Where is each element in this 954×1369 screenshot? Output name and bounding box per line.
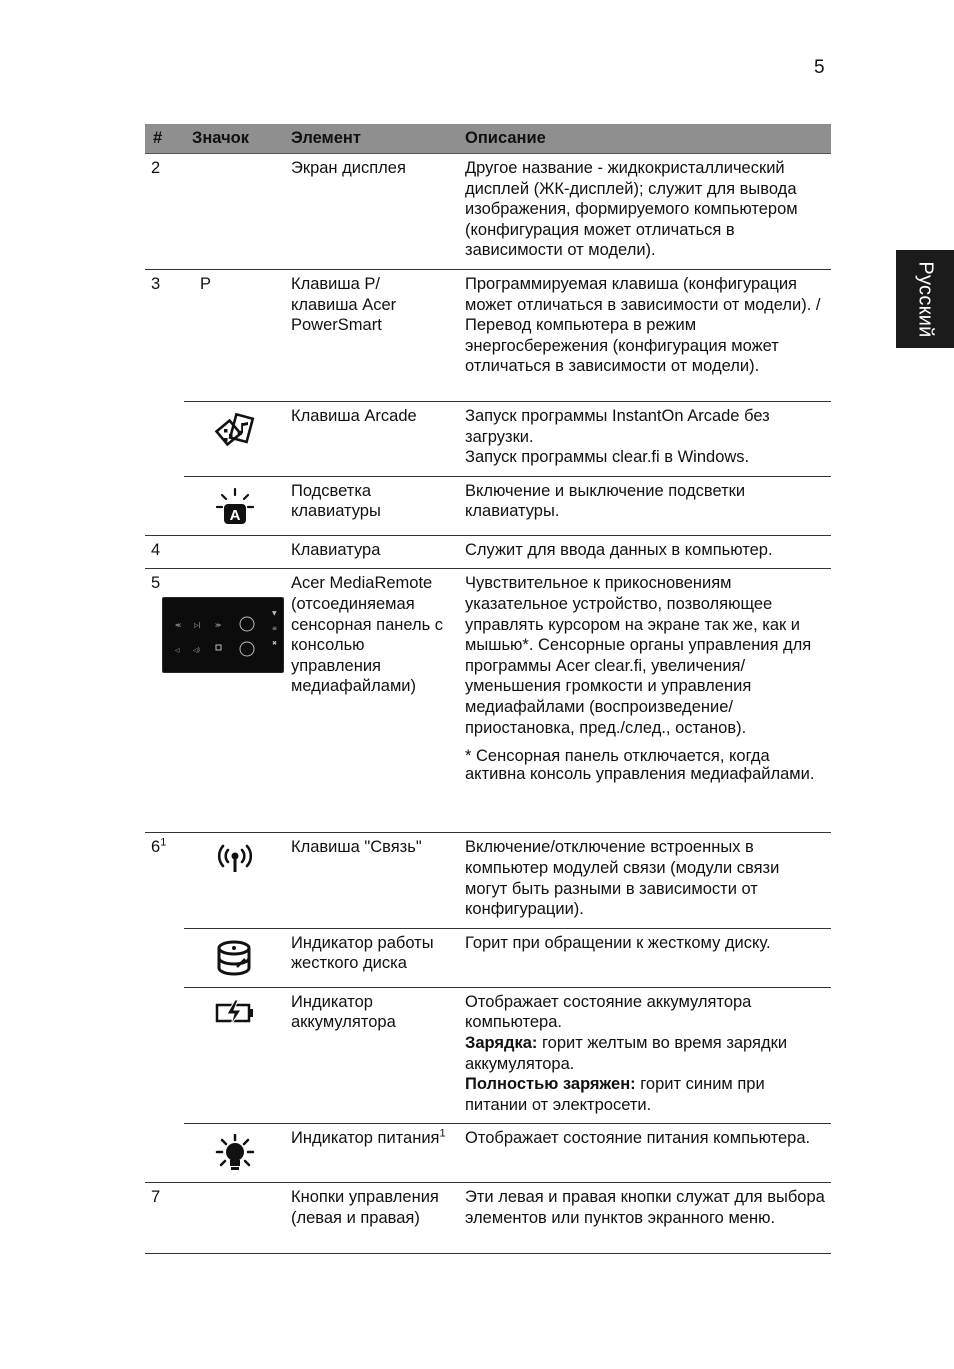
- row-description: Другое название - жидкокристаллический дисплей (ЖК-дисплей); служит для вывода изображения, формируемого компьютером (конфигурация может отличаться в зависимости от модели).: [457, 154, 831, 270]
- battery-icon: [215, 998, 255, 1026]
- row-icon-cell: [184, 154, 283, 270]
- header-icon: Значок: [184, 124, 283, 154]
- row-number: 4: [145, 535, 184, 569]
- svg-text:▷|: ▷|: [194, 622, 201, 630]
- row-number: 5: [145, 569, 184, 833]
- row-icon-cell: [184, 833, 283, 928]
- table-row: [145, 476, 831, 535]
- charging-text: горит желтым во время зарядки аккумулятора.: [465, 1033, 788, 1073]
- row-element: Acer MediaRemote (отсоединяемая сенсорная панель с консолью управления медиафайлами): [283, 569, 457, 833]
- svg-text:≪: ≪: [175, 622, 182, 630]
- description-line: Запуск программы clear.fi в Windows.: [465, 448, 750, 467]
- row-element: Экран дисплея: [283, 154, 457, 270]
- row-number: 3: [145, 269, 184, 401]
- specification-table: [145, 124, 831, 1254]
- table-row: [145, 535, 831, 569]
- row-icon-cell: [184, 535, 283, 569]
- row-number: 2: [145, 154, 184, 270]
- row-icon-cell: [184, 1183, 283, 1254]
- row-number: [145, 928, 184, 987]
- charging-label: Зарядка:: [465, 1033, 538, 1052]
- svg-text:▼: ▼: [272, 610, 277, 618]
- keyboard-backlight-icon: [213, 487, 257, 527]
- description-main: Чувствительное к прикосновениям указательное устройство, позволяющее управлять курсором на экране так же, как и мышью*. Сенсорные органы управления для программы Acer clear.fi, увеличения/ уменьшения громкости и управления медиафайлами (воспроизведение/ приостановка, пред./след., останов).: [465, 574, 812, 737]
- row-element: [283, 1124, 457, 1183]
- row-icon-cell: [184, 476, 283, 535]
- svg-text:≡: ≡: [272, 625, 278, 633]
- row-icon-cell: [184, 928, 283, 987]
- footnote-mark: 1: [439, 1127, 446, 1140]
- svg-text:✖: ✖: [272, 640, 278, 648]
- row-element: Индикатор аккумулятора: [283, 987, 457, 1124]
- language-tab-label: Русский: [914, 260, 937, 338]
- row-icon-cell: [184, 987, 283, 1124]
- row-number-value: 6: [151, 838, 161, 857]
- row-element: Клавиша "Связь": [283, 833, 457, 928]
- svg-text:◁: ◁: [175, 647, 180, 655]
- description-intro: Отображает состояние аккумулятора компьютера.: [465, 992, 752, 1032]
- row-icon-cell: [184, 1124, 283, 1183]
- row-element: Подсветка клавиатуры: [283, 476, 457, 535]
- row-number: [145, 833, 184, 928]
- row-description: [457, 401, 831, 476]
- description-charging: [465, 1033, 825, 1074]
- row-element: Клавиша Arcade: [283, 401, 457, 476]
- row-description: Включение и выключение подсветки клавиатуры.: [457, 476, 831, 535]
- row-number: [145, 987, 184, 1124]
- footnote-mark: 1: [160, 836, 167, 849]
- table-row: [145, 1183, 831, 1254]
- row-description: Отображает состояние питания компьютера.: [457, 1124, 831, 1183]
- row-description: Эти левая и правая кнопки служат для выбора элементов или пунктов экранного меню.: [457, 1183, 831, 1254]
- svg-text:≫: ≫: [215, 622, 222, 630]
- row-element: Кнопки управления (левая и правая): [283, 1183, 457, 1254]
- row-number: 7: [145, 1183, 184, 1254]
- language-tab: [896, 250, 954, 348]
- header-num: #: [145, 124, 184, 154]
- row-icon-cell: [184, 401, 283, 476]
- description-line: Запуск программы InstantOn Arcade без загрузки.: [465, 406, 770, 446]
- row-description: Включение/отключение встроенных в компьютер модулей связи (модули связи могут быть разными в зависимости от конфигурации).: [457, 833, 831, 928]
- description-note: * Сенсорная панель отключается, когда активна консоль управления медиафайлами.: [465, 747, 815, 783]
- power-indicator-icon: [215, 1134, 255, 1174]
- table-row: [145, 833, 831, 928]
- table-row: [145, 569, 831, 833]
- table-header-row: [145, 124, 831, 154]
- page-number: 5: [814, 57, 825, 78]
- row-description: Служит для ввода данных в компьютер.: [457, 535, 831, 569]
- table-row: [145, 154, 831, 270]
- header-element: Элемент: [283, 124, 457, 154]
- row-number: [145, 401, 184, 476]
- arcade-icon: [214, 412, 256, 452]
- full-charge-label: Полностью заряжен:: [465, 1075, 636, 1094]
- full-charge-text: горит синим при питании от электросети.: [465, 1075, 765, 1114]
- row-description: [457, 987, 831, 1124]
- element-label: Индикатор питания: [291, 1129, 440, 1148]
- row-description: [457, 569, 831, 833]
- table-row: [145, 269, 831, 401]
- row-element: Индикатор работы жесткого диска: [283, 928, 457, 987]
- row-element: Клавиша P/ клавиша Acer PowerSmart: [283, 269, 457, 401]
- p-key-label: P: [200, 274, 212, 293]
- row-number: [145, 1124, 184, 1183]
- table-row: [145, 401, 831, 476]
- row-icon-cell: [175, 569, 283, 833]
- header-description: Описание: [457, 124, 831, 154]
- row-number: [145, 476, 184, 535]
- mediaremote-panel-image: [162, 597, 284, 673]
- description-full: [465, 1074, 825, 1115]
- row-icon-cell: [184, 269, 283, 401]
- svg-text:A: A: [229, 506, 240, 524]
- svg-text:◁): ◁): [193, 647, 200, 655]
- wireless-icon: [215, 843, 255, 875]
- row-element: Клавиатура: [283, 535, 457, 569]
- row-description: Программируемая клавиша (конфигурация может отличаться в зависимости от модели). /Перевод компьютера в режим энергосбережения (конфигурация может отличаться в зависимости от модели).: [457, 269, 831, 401]
- hdd-icon: [215, 939, 255, 979]
- table-row: [145, 987, 831, 1124]
- table-row: [145, 1124, 831, 1183]
- row-description: Горит при обращении к жесткому диску.: [457, 928, 831, 987]
- table-row: [145, 928, 831, 987]
